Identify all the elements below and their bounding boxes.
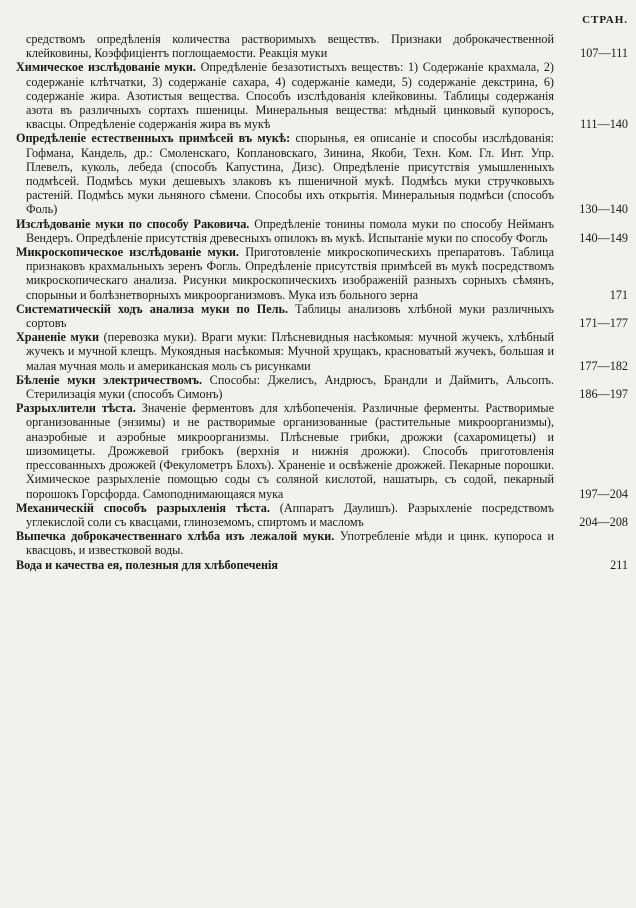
column-header: СТРАН.	[582, 14, 628, 26]
toc-entry	[16, 217, 628, 245]
toc-entry-text: средствомъ опредѣленія количества растворимыхъ веществъ. Признаки доброкачественной клейковины, Коэффиціентъ поглощаемости. Реакція муки	[26, 32, 554, 61]
toc-entry-heading: Механическій способъ разрыхленія тѣста.	[16, 500, 270, 515]
toc-entry-pages: 111—140	[580, 117, 628, 132]
toc-entry-text: Приготовленіе микроскопическихъ препаратовъ. Таблица признаковъ крахмальныхъ зеренъ Фогль. Опредѣленіе присутствія примѣсей въ мукѣ посредствомъ микроскопическаго анализа. Рисунки микроскопическихъ изображеній разныхъ сорныхъ сѣмянъ, спорыньи и болѣзнетворныхъ микроорганизмовъ. Мука изъ больного зерна	[26, 245, 554, 302]
toc-entry-pages: 130—140	[579, 202, 628, 217]
toc-entry-text: Употребленіе мѣди и цинк. купороса и квасцовъ, и известковой воды.	[26, 529, 554, 558]
toc-entry	[16, 302, 628, 330]
toc-entry-heading: Бѣленіе муки электричествомъ.	[16, 372, 203, 387]
toc-entry-text: Значеніе ферментовъ для хлѣбопеченія. Различные ферменты. Растворимые организованные (энзимы) и не растворимые организованные (растительные микроорганизмы), анаэробные и аэробные микроорганизмы. Плѣсневые грибки, дрожжи (сахаромицеты) и шизомицеты. Дрожжевой грибокъ (верхнія и нижнія дрожжи). Способъ приготовленія прессованныхъ дрожжей (Фекулометръ Блохъ). Храненіе и освѣженіе дрожжей. Пекарные порошки. Химическое разрыхленіе помощью соды съ соляной кислотой, нашатырь, съ содой, пекарный порошокъ Горсфорда. Самоподнимающаяся мука	[26, 401, 554, 501]
table-of-contents	[16, 32, 628, 572]
toc-entry	[16, 32, 628, 60]
toc-entry-text: Опредѣленіе безазотистыхъ веществъ: 1) Содержаніе крахмала, 2) содержаніе клѣтчатки, 3) содержаніе сахара, 4) содержаніе камеди, 5) содержаніе декстрина, 6) содержаніе жира. Азотистыя вещества. Способъ изслѣдованія клейковины. Таблицы содержанія азота въ различныхъ сортахъ пшеницы. Минеральныя вещества: мѣдный цинковый купоросъ, квасцы. Опредѣленіе содержанія жира въ мукѣ	[26, 60, 554, 132]
toc-entry	[16, 529, 628, 557]
toc-entry-pages: 197—204	[579, 486, 628, 501]
toc-entry	[16, 245, 628, 302]
toc-entry-heading: Химическое изслѣдованіе муки.	[16, 60, 196, 75]
toc-entry	[16, 131, 628, 216]
toc-entry-pages: 177—182	[579, 358, 628, 373]
toc-entry-text: (Аппаратъ Даулишъ). Разрыхленіе посредствомъ углекислой соли съ квасцами, глиноземомъ, спиртомъ и масломъ	[26, 500, 555, 529]
toc-entry	[16, 558, 628, 572]
toc-entry-heading: Выпечка доброкачественнаго хлѣба изъ лежалой муки.	[16, 529, 335, 544]
toc-entry-heading: Систематическій ходъ анализа муки по Пель.	[16, 301, 288, 316]
toc-entry-pages: 107—111	[580, 46, 628, 61]
toc-entry-pages: 171—177	[579, 316, 628, 331]
toc-entry-heading: Храненіе муки	[16, 330, 99, 345]
toc-entry-heading: Разрыхлители тѣста.	[16, 401, 136, 416]
toc-entry-pages: 171	[609, 287, 628, 302]
toc-entry	[16, 60, 628, 131]
toc-entry	[16, 330, 628, 373]
toc-entry-heading: Микроскопическое изслѣдованіе муки.	[16, 245, 239, 260]
toc-entry-text: (перевозка муки). Враги муки: Плѣсневидныя насѣкомыя: мучной жучекъ, хлѣбный жучекъ и мучной клещъ. Мукоядныя насѣкомыя: Мучной хрущакъ, красноватый жучекъ, большая и малая мучная моль и американская моль съ рисунками	[26, 330, 554, 373]
toc-entry	[16, 373, 628, 401]
toc-entry	[16, 401, 628, 500]
toc-entry-pages: 211	[610, 557, 628, 572]
toc-entry-heading: Вода и качества ея, полезныя для хлѣбопеченія	[16, 557, 278, 572]
toc-entry-heading: Изслѣдованіе муки по способу Раковича.	[16, 216, 250, 231]
toc-entry-text: Таблицы анализовъ хлѣбной муки различныхъ сортовъ	[26, 301, 554, 331]
toc-entry-text: спорынья, ея описаніе и способы изслѣдованія: Гофмана, Кандель, др.: Смоленскаго, Коплановскаго, Зинина, Якоби, Техн. Ком. Гл. Инт. Упр. Плевелъ, куколь, лебеда (способъ Капустина, Дизс). Опредѣленіе присутствія умышленныхъ подмѣсей. Подмѣсь муки дешевыхъ злаковъ къ пшеничной мукѣ. Подмѣсь муки стручковыхъ растеній. Подмѣсь муки льняного сѣмени. Способы ихъ открытія. Минеральныя подмѣси (способъ Фоль)	[26, 131, 554, 217]
toc-entry-pages: 204—208	[579, 514, 628, 529]
toc-entry-text: Способы: Джелисъ, Андрюсъ, Брандли и Даймитъ, Альсопъ. Стерилизація муки (способъ Симонъ)	[26, 372, 554, 402]
toc-entry-pages: 186—197	[579, 387, 628, 402]
toc-entry-text: Опредѣленіе тонины помола муки по способу Нейманъ Вендеръ. Опредѣленіе присутствія древесныхъ опилокъ въ мукѣ. Испытаніе муки по способу Фогль	[26, 216, 554, 245]
toc-entry	[16, 501, 628, 529]
toc-entry-heading: Опредѣленіе естественныхъ примѣсей въ мукѣ:	[16, 131, 291, 146]
toc-entry-pages: 140—149	[579, 230, 628, 245]
